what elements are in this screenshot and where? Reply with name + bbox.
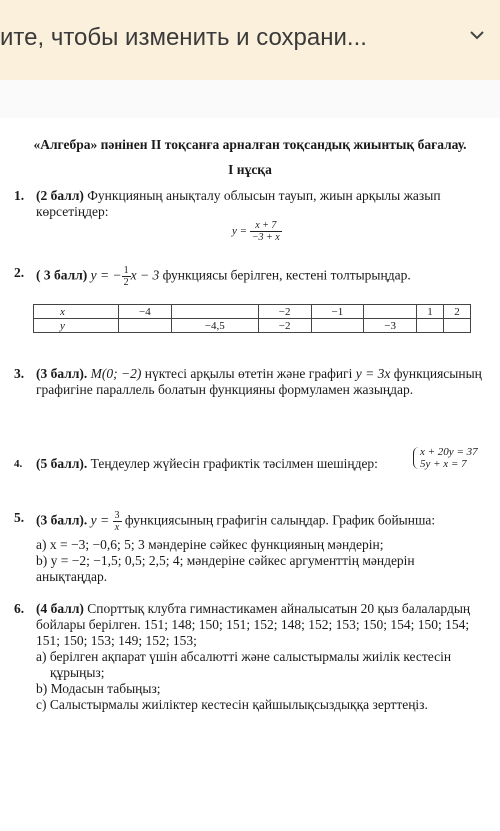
task-text: функциясы берілген, кестені толтырыңдар. (162, 267, 411, 283)
task-points: (3 балл). (36, 512, 88, 528)
fraction-numerator: 1 (123, 265, 129, 276)
task-points: (4 балл) (36, 601, 84, 616)
edit-banner[interactable] (0, 0, 500, 81)
task-text: функциясының графигін салыңдар. График бойынша: (124, 512, 436, 528)
table-cell (119, 319, 172, 333)
subtask-a: a) x = −3; −0,6; 5; 3 мәндеріне сәйкес функцияның мәндерін; (36, 537, 384, 552)
page-gap (0, 80, 500, 118)
task-formula (232, 220, 282, 243)
table-cell (311, 319, 364, 333)
table-cell (417, 319, 444, 333)
point-label: M(0; −2) (90, 366, 142, 381)
task-3 (14, 366, 486, 418)
formula-lhs: y = (232, 225, 248, 238)
task-number: 4. (14, 458, 23, 470)
table-cell (171, 305, 258, 319)
table-cell: 1 (417, 305, 444, 319)
task-5 (14, 510, 486, 584)
table-cell: −1 (311, 305, 364, 319)
task-number: 2. (14, 265, 25, 280)
subtask-a: a) берілген ақпарат үшін абсалютті және салыстырмалы жиілік кестесін құрыңыз; (36, 649, 452, 680)
subtask-b: b) Модасын табыңыз; (36, 681, 161, 696)
fraction-denominator: −3 + x (251, 232, 280, 243)
fraction (122, 265, 131, 288)
table-header-y: y (34, 319, 119, 333)
subtask-c: c) Салыстырмалы жиіліктер кестесін қайшылықсыздыққа зерттеңіз. (36, 697, 428, 712)
fraction-denominator: 2 (123, 277, 129, 288)
task-text: нүктесі арқылы өтетін және графигі (144, 366, 353, 381)
table-cell: −4 (119, 305, 172, 319)
table-row-x (34, 305, 471, 319)
table-cell (444, 319, 471, 333)
table-cell: −3 (364, 319, 417, 333)
task-points: (5 балл). (36, 456, 88, 471)
task-1 (14, 188, 486, 248)
task-4 (14, 446, 486, 479)
chevron-down-icon[interactable] (468, 26, 486, 44)
task-number: 3. (14, 366, 25, 381)
formula-part: y = (90, 512, 110, 528)
fraction-numerator: 3 (114, 510, 120, 521)
table-row-y (34, 319, 471, 333)
table-cell (364, 305, 417, 319)
subtask-b: b) y = −2; −1,5; 0,5; 2,5; 4; мәндеріне сәйкес аргументтің мәндерін анықтаңдар. (36, 553, 415, 584)
equation-system (412, 446, 478, 470)
task-text: Функцияның анықталу облысын тауып, жиын арқылы жазып көрсетіңдер: (36, 188, 441, 219)
task-points: (2 балл) (36, 188, 84, 203)
task-number: 5. (14, 510, 25, 525)
task-points: (3 балл). (36, 366, 88, 381)
fraction (250, 220, 282, 243)
task-number: 1. (14, 188, 25, 203)
formula-part: x − 3 (130, 267, 160, 283)
table-cell: −2 (258, 305, 311, 319)
banner-text: ите, чтобы изменить и сохрани... (0, 24, 367, 51)
formula-part: y = − (90, 267, 122, 283)
task-text: функциясының графигіне параллель болатын функцияны формуламен жазыңдар. (36, 366, 482, 397)
task-2 (14, 265, 486, 289)
task-6 (14, 601, 486, 731)
fraction (113, 510, 122, 533)
task-points: ( 3 балл) (36, 267, 88, 283)
task-number: 6. (14, 601, 25, 616)
task-text: Теңдеулер жүйесін графиктік тәсілмен шешіңдер: (90, 456, 378, 471)
fraction-numerator: x + 7 (250, 220, 282, 232)
equation-1: x + 20y = 37 (420, 446, 478, 458)
equation-2: 5y + x = 7 (420, 458, 467, 470)
table-cell: −4,5 (171, 319, 258, 333)
formula: y = 3x (355, 366, 391, 381)
task-text: Спорттық клубта гимнастикамен айналысатын 20 қыз балалардың бойлары берілген. 151; 148; 150; 151; 152; 148; 152; 153; 150; 154; 150; 154; 151; 150; 153; 149; 152; 153; (36, 601, 471, 648)
variant-heading: I нұсқа (228, 162, 272, 177)
table-cell: −2 (258, 319, 311, 333)
table-header-x: x (34, 305, 119, 319)
fraction-denominator: x (114, 522, 120, 533)
system-brace (412, 446, 478, 470)
document-title: «Алгебра» пәнінен II тоқсанға арналған тоқсандық жиынтық бағалау. (33, 137, 467, 152)
values-table (33, 304, 471, 333)
table-cell: 2 (444, 305, 471, 319)
